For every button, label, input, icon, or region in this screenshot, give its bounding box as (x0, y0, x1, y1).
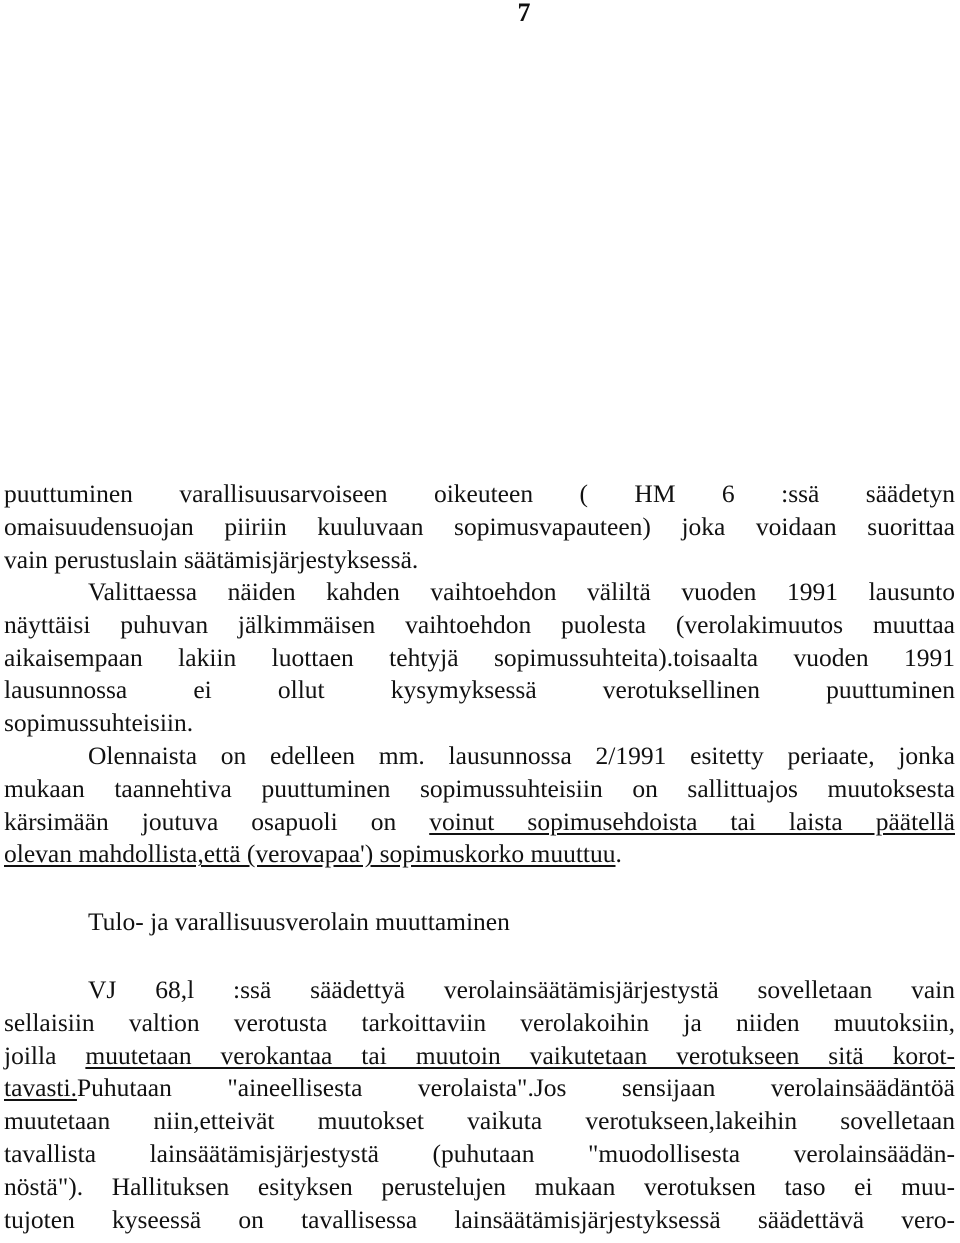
text-line (4, 806, 955, 839)
text-segment: Puhutaan "aineellisesta verolaista".Jos sensijaan verolainsäädäntöä (76, 1073, 955, 1103)
text-line: mukaan taannehtiva puuttuminen sopimussuhteisiin on sallittuajos muutoksesta (4, 773, 955, 803)
text-line (4, 1072, 955, 1105)
text-line: tavallista lainsäätämisjärjestystä (puhutaan "muodollisesta verolainsäädän- (4, 1138, 955, 1168)
text-line: nöstä"). Hallituksen esityksen perustelujen mukaan verotuksen taso ei muu- (4, 1171, 955, 1201)
text-segment: kärsimään joutuva osapuoli on (4, 806, 430, 836)
page-number: 7 (517, 0, 531, 27)
text-line: näyttäisi puhuvan jälkimmäisen vaihtoehdon puolesta (verolakimuutos muuttaa (4, 609, 955, 639)
text-line: tujoten kyseessä on tavallisessa lainsäätämisjärjestyksessä säädettävä vero- (4, 1204, 955, 1234)
text-line: sellaisiin valtion verotusta tarkoittaviin verolakoihin ja niiden muutoksiin, (4, 1007, 955, 1037)
paragraph-3 (4, 740, 955, 871)
text-line: lausunnossa ei ollut kysymyksessä verotuksellinen puuttuminen (4, 675, 955, 705)
section-heading: Tulo- ja varallisuusverolain muuttaminen (88, 907, 510, 936)
text-line: Olennaista on edelleen mm. lausunnossa 2/1991 esitetty periaate, jonka (88, 741, 955, 770)
text-line (4, 838, 955, 871)
paragraph-4 (4, 974, 955, 1236)
underlined-text: voinut sopimusehdoista tai laista päätellä (429, 806, 955, 836)
text-line: omaisuudensuojan piiriin kuuluvaan sopimusvapauteen) joka voidaan suorittaa (4, 511, 955, 541)
text-line: aikaisempaan lakiin luottaen tehtyjä sopimussuhteita).toisaalta vuoden 1991 (4, 642, 955, 672)
text-line: muutetaan niin,etteivät muutokset vaikuta verotukseen,lakeihin sovelletaan (4, 1106, 955, 1136)
underlined-text: olevan mahdollista,että (verovapaa') sopimuskorko muuttuu (4, 839, 616, 869)
underlined-text: tavasti. (4, 1073, 77, 1103)
paragraph-1 (4, 478, 955, 576)
text-line: vain perustuslain säätämisjärjestyksessä. (4, 544, 419, 574)
underlined-text: muutetaan verokantaa tai muutoin vaikutetaan verotukseen sitä korot- (85, 1040, 955, 1070)
text-line: puuttuminen varallisuusarvoiseen oikeuteen ( HM 6 :ssä säädetyn (4, 479, 955, 508)
text-line: sopimussuhteisiin. (4, 708, 194, 738)
text-line: Valittaessa näiden kahden vaihtoehdon väliltä vuoden 1991 lausunto (88, 577, 955, 606)
text-line: VJ 68,l :ssä säädettyä verolainsäätämisjärjestystä sovelletaan vain (88, 975, 955, 1004)
text-segment: . (615, 839, 622, 869)
text-segment: joilla (4, 1040, 86, 1070)
text-line (4, 1040, 955, 1073)
paragraph-2 (4, 576, 955, 740)
